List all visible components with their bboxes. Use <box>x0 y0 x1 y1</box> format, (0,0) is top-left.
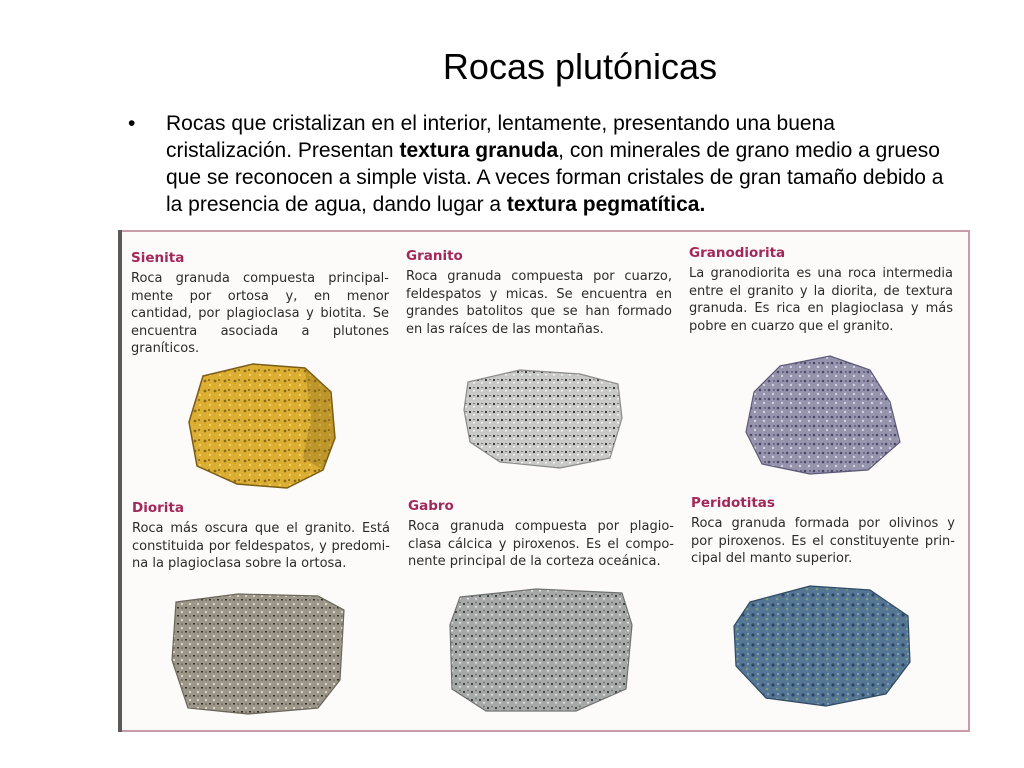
diorita-rock-image <box>168 590 348 718</box>
rock-card-granodiorita <box>689 245 953 335</box>
rock-description: La granodiorita es una roca intermedia entre el granito y la diorita, de textura granuda. Es rica en plagioclasa y más pobre en cuarzo que el granito. <box>689 266 953 334</box>
rock-card-peridotitas <box>691 495 955 568</box>
rock-name: Gabro <box>408 498 454 514</box>
bullet-text-part: , con minerales de grano medio a grueso que se reconocen a simple vista. A veces forman cristales de gran tamaño debido a la presencia de agua, dando lugar a <box>166 139 944 216</box>
slide-title: Rocas plutónicas <box>442 46 718 87</box>
rock-name: Sienita <box>131 250 185 266</box>
sienita-rock-image <box>183 358 343 494</box>
bullet-bold-term: textura pegmatítica. <box>506 193 706 216</box>
rock-description: Roca más oscura que el granito. Está constituida por feldespatos, y predomina la plagioclasa sobre la ortosa. <box>132 521 390 571</box>
rock-name: Granodiorita <box>689 245 786 261</box>
rock-name: Diorita <box>132 500 184 516</box>
bullet-marker: • <box>128 112 136 135</box>
rock-card-sienita <box>131 250 389 358</box>
granito-rock-image <box>460 362 630 474</box>
rock-description: Roca granuda compuesta por cuarzo, feldespatos y micas. Se encuentra en grandes batolitos que se han formado en las raíces de las montañas. <box>406 269 672 337</box>
rock-card-gabro <box>408 498 674 571</box>
rock-name: Granito <box>406 248 463 264</box>
rock-description: Roca granuda compuesta por plagioclasa cálcica y piroxenos. Es el componente principal de la corteza oceánica. <box>408 519 674 569</box>
rock-card-granito <box>406 248 672 338</box>
granodiorita-rock-image <box>740 352 908 480</box>
gabro-rock-image <box>446 585 636 717</box>
bullet-bold-term: textura granuda <box>399 139 559 162</box>
rock-description: Roca granuda formada por olivinos y por piroxenos. Es el constituyente principal del manto superior. <box>691 516 955 566</box>
panel-edge <box>118 230 122 732</box>
rock-description: Roca granuda compuesta principalmente por ortosa y, en menor cantidad, por plagioclasa y biotita. Se encuentra asociada a plutones graníticos. <box>131 271 389 356</box>
rock-card-diorita <box>132 500 390 573</box>
bullet-text-part: Rocas que cristalizan en el interior, lentamente, presentando una buena cristalización. Presentan <box>166 112 835 162</box>
rock-name: Peridotitas <box>691 495 775 511</box>
peridotitas-rock-image <box>730 582 914 710</box>
bullet-text <box>166 110 956 218</box>
